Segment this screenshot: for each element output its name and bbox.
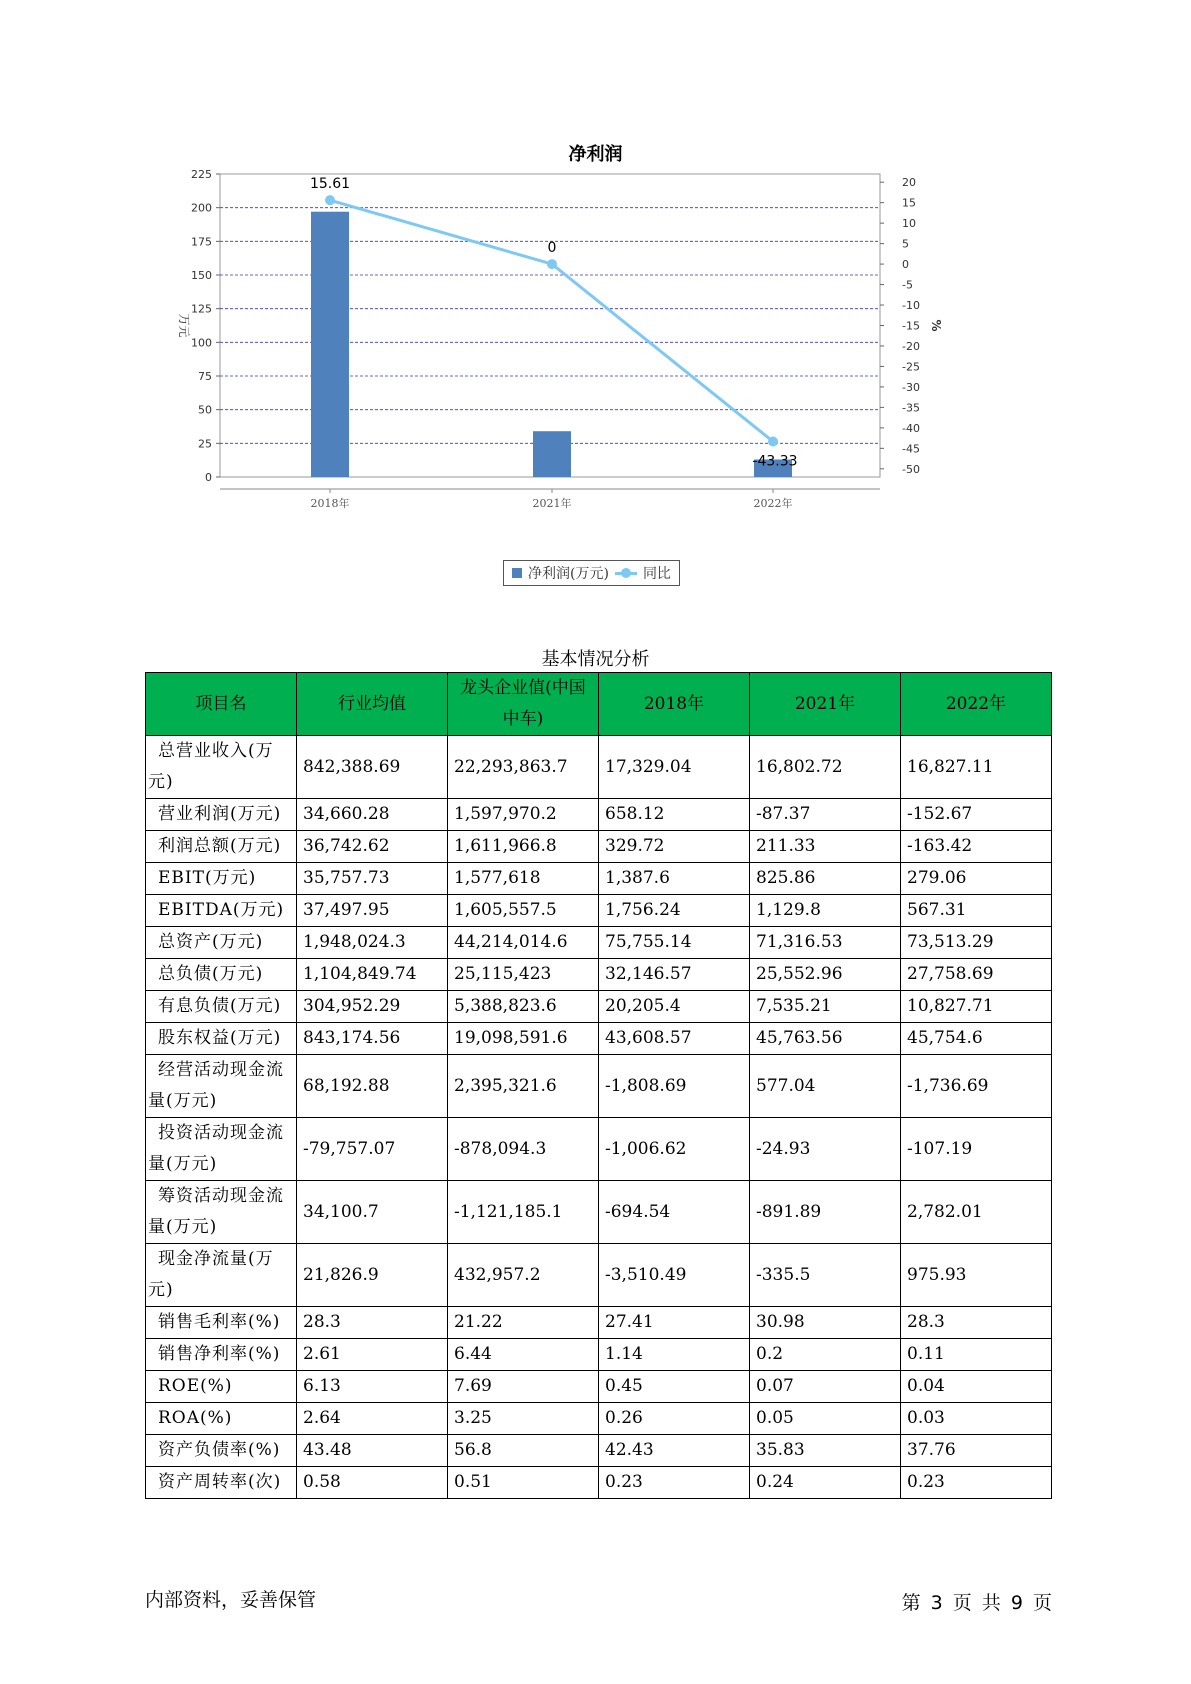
row-value-cell: 1,597,970.2 — [448, 799, 599, 831]
legend-bar-label: 净利润(万元) — [528, 566, 609, 582]
row-value-cell: -24.93 — [750, 1118, 901, 1181]
row-value-cell: -163.42 — [901, 831, 1052, 863]
row-value-cell: 0.05 — [750, 1403, 901, 1435]
row-item-name-text: 销售毛利率(%) — [158, 1312, 281, 1332]
y2-tick-label: -25 — [902, 360, 920, 374]
row-item-name-text: 营业利润(万元) — [158, 804, 282, 824]
row-value-cell: 30.98 — [750, 1307, 901, 1339]
row-value-cell: 1,948,024.3 — [297, 927, 448, 959]
y2-tick-label: -50 — [902, 462, 920, 476]
row-item-name — [146, 1307, 297, 1339]
table-row — [146, 1307, 1052, 1339]
basic-analysis-table — [145, 672, 1052, 1499]
table-row — [146, 959, 1052, 991]
row-value-cell: 0.23 — [901, 1467, 1052, 1499]
header-item-name: 项目名 — [146, 673, 297, 736]
row-value-cell: 658.12 — [599, 799, 750, 831]
row-value-cell: -152.67 — [901, 799, 1052, 831]
y2-tick-label: -10 — [902, 299, 920, 313]
row-value-cell: 35.83 — [750, 1435, 901, 1467]
y2-tick-label: -45 — [902, 442, 920, 456]
row-item-name-text: EBIT(万元) — [158, 868, 257, 888]
table-row — [146, 1403, 1052, 1435]
row-value-cell: 22,293,863.7 — [448, 736, 599, 799]
data-label: 15.61 — [309, 176, 351, 193]
data-label: 0 — [547, 240, 557, 257]
row-value-cell: 1,605,557.5 — [448, 895, 599, 927]
row-value-cell: 211.33 — [750, 831, 901, 863]
row-item-name-text: ROE(%) — [158, 1376, 233, 1396]
x-tick-label: 2022年 — [753, 497, 793, 510]
row-value-cell: 843,174.56 — [297, 1023, 448, 1055]
row-value-cell: 27,758.69 — [901, 959, 1052, 991]
row-value-cell: 37.76 — [901, 1435, 1052, 1467]
row-item-name — [146, 863, 297, 895]
table-row — [146, 895, 1052, 927]
row-value-cell: 35,757.73 — [297, 863, 448, 895]
data-label: -43.33 — [752, 453, 798, 470]
yoy-point-2022年 — [768, 436, 778, 446]
row-value-cell: 45,754.6 — [901, 1023, 1052, 1055]
header-2018: 2018年 — [599, 673, 750, 736]
table-row — [146, 1055, 1052, 1118]
row-item-name-text: 资产负债率(%) — [158, 1440, 281, 1460]
table-row — [146, 831, 1052, 863]
y2-tick-label: 15 — [902, 196, 916, 210]
row-value-cell: 6.44 — [448, 1339, 599, 1371]
y2-tick-label: 0 — [902, 258, 909, 272]
legend-line-swatch — [615, 568, 637, 578]
row-item-name — [146, 1435, 297, 1467]
row-value-cell: 34,660.28 — [297, 799, 448, 831]
row-value-cell: 1,577,618 — [448, 863, 599, 895]
row-value-cell: 0.23 — [599, 1467, 750, 1499]
row-value-cell: -1,736.69 — [901, 1055, 1052, 1118]
row-value-cell: 5,388,823.6 — [448, 991, 599, 1023]
row-value-cell: 28.3 — [297, 1307, 448, 1339]
row-value-cell: 36,742.62 — [297, 831, 448, 863]
yoy-point-2018年 — [325, 195, 335, 205]
row-item-name — [146, 799, 297, 831]
row-value-cell: 2,395,321.6 — [448, 1055, 599, 1118]
y2-tick-label: -40 — [902, 421, 920, 435]
row-value-cell: 20,205.4 — [599, 991, 750, 1023]
row-value-cell: 32,146.57 — [599, 959, 750, 991]
row-value-cell: 44,214,014.6 — [448, 927, 599, 959]
row-value-cell: -878,094.3 — [448, 1118, 599, 1181]
y-tick-label: 225 — [191, 170, 212, 181]
row-value-cell: 304,952.29 — [297, 991, 448, 1023]
table-header-row — [146, 673, 1052, 736]
row-value-cell: 37,497.95 — [297, 895, 448, 927]
row-value-cell: 28.3 — [901, 1307, 1052, 1339]
yoy-point-2021年 — [547, 259, 557, 269]
y2-tick-label: -35 — [902, 401, 920, 415]
row-value-cell: 1,756.24 — [599, 895, 750, 927]
table-row — [146, 1023, 1052, 1055]
x-tick-label: 2018年 — [310, 497, 350, 510]
net-profit-chart — [170, 170, 990, 530]
table-row — [146, 799, 1052, 831]
row-value-cell: 0.58 — [297, 1467, 448, 1499]
y2-tick-label: -15 — [902, 319, 920, 333]
y-tick-label: 75 — [198, 370, 212, 383]
row-value-cell: 432,957.2 — [448, 1244, 599, 1307]
table-row — [146, 863, 1052, 895]
row-value-cell: 975.93 — [901, 1244, 1052, 1307]
table-row — [146, 927, 1052, 959]
row-value-cell: 17,329.04 — [599, 736, 750, 799]
row-value-cell: 0.2 — [750, 1339, 901, 1371]
row-item-name — [146, 1467, 297, 1499]
row-value-cell: -1,121,185.1 — [448, 1181, 599, 1244]
row-item-name-text: 利润总额(万元) — [158, 836, 282, 856]
table-row — [146, 1339, 1052, 1371]
row-value-cell: 56.8 — [448, 1435, 599, 1467]
y-tick-label: 25 — [198, 437, 212, 451]
table-row — [146, 736, 1052, 799]
row-item-name — [146, 1181, 297, 1244]
row-value-cell: -107.19 — [901, 1118, 1052, 1181]
row-item-name — [146, 1055, 297, 1118]
row-value-cell: 1.14 — [599, 1339, 750, 1371]
bar-2021年 — [533, 431, 571, 477]
row-value-cell: 10,827.71 — [901, 991, 1052, 1023]
row-item-name-text: 现金净流量(万元) — [148, 1249, 274, 1300]
row-value-cell: 0.03 — [901, 1403, 1052, 1435]
footer-confidential: 内部资料，妥善保管 — [145, 1589, 317, 1611]
row-item-name — [146, 895, 297, 927]
row-value-cell: 1,387.6 — [599, 863, 750, 895]
row-item-name — [146, 1403, 297, 1435]
row-item-name-text: 销售净利率(%) — [158, 1344, 281, 1364]
legend-bar-swatch — [512, 568, 522, 578]
y2-tick-label: 10 — [902, 217, 916, 231]
row-value-cell: 7,535.21 — [750, 991, 901, 1023]
row-item-name-text: 总资产(万元) — [158, 932, 264, 952]
row-item-name-text: EBITDA(万元) — [158, 900, 285, 920]
row-value-cell: 71,316.53 — [750, 927, 901, 959]
row-value-cell: 25,552.96 — [750, 959, 901, 991]
row-item-name — [146, 1118, 297, 1181]
row-value-cell: 73,513.29 — [901, 927, 1052, 959]
row-value-cell: -891.89 — [750, 1181, 901, 1244]
row-item-name — [146, 1371, 297, 1403]
y2-tick-label: 20 — [902, 176, 916, 190]
row-value-cell: 279.06 — [901, 863, 1052, 895]
row-value-cell: 19,098,591.6 — [448, 1023, 599, 1055]
y2-tick-label: 5 — [902, 237, 909, 251]
y2-tick-label: -30 — [902, 380, 920, 394]
header-2021: 2021年 — [750, 673, 901, 736]
row-value-cell: 34,100.7 — [297, 1181, 448, 1244]
row-item-name — [146, 1244, 297, 1307]
row-value-cell: 0.11 — [901, 1339, 1052, 1371]
row-item-name-text: 股东权益(万元) — [158, 1028, 282, 1048]
row-value-cell: 0.24 — [750, 1467, 901, 1499]
row-value-cell: 42.43 — [599, 1435, 750, 1467]
row-value-cell: -694.54 — [599, 1181, 750, 1244]
header-leader-value: 龙头企业值(中国中车) — [448, 673, 599, 736]
header-industry-avg: 行业均值 — [297, 673, 448, 736]
row-value-cell: 0.51 — [448, 1467, 599, 1499]
row-value-cell: 0.45 — [599, 1371, 750, 1403]
row-item-name-text: 投资活动现金流量(万元) — [148, 1123, 284, 1174]
table-title: 基本情况分析 — [541, 649, 650, 670]
y-tick-label: 125 — [191, 302, 212, 316]
row-value-cell: 27.41 — [599, 1307, 750, 1339]
row-value-cell: 0.07 — [750, 1371, 901, 1403]
row-value-cell: 43.48 — [297, 1435, 448, 1467]
y-tick-label: 150 — [191, 269, 212, 282]
row-value-cell: 842,388.69 — [297, 736, 448, 799]
chart-title: 净利润 — [568, 144, 623, 165]
y2-tick-label: -5 — [902, 278, 913, 292]
row-value-cell: 45,763.56 — [750, 1023, 901, 1055]
row-value-cell: 7.69 — [448, 1371, 599, 1403]
row-value-cell: 1,104,849.74 — [297, 959, 448, 991]
row-item-name-text: 有息负债(万元) — [158, 996, 282, 1016]
row-item-name-text: 经营活动现金流量(万元) — [148, 1060, 284, 1111]
row-value-cell: 2.61 — [297, 1339, 448, 1371]
footer-page-number: 第 3 页 共 9 页 — [901, 1592, 1052, 1614]
y2-axis-label: % — [929, 319, 943, 332]
y-axis-label: 万元 — [177, 313, 191, 338]
chart-legend — [503, 560, 680, 586]
bar-2018年 — [311, 212, 349, 477]
row-item-name-text: 资产周转率(次) — [158, 1472, 282, 1492]
row-value-cell: 567.31 — [901, 895, 1052, 927]
row-value-cell: -1,006.62 — [599, 1118, 750, 1181]
row-item-name-text: 总负债(万元) — [158, 964, 264, 984]
row-value-cell: 43,608.57 — [599, 1023, 750, 1055]
table-row — [146, 991, 1052, 1023]
row-item-name — [146, 736, 297, 799]
row-value-cell: 16,827.11 — [901, 736, 1052, 799]
row-item-name — [146, 1023, 297, 1055]
row-value-cell: 2.64 — [297, 1403, 448, 1435]
y2-tick-label: -20 — [902, 339, 920, 353]
table-body — [146, 736, 1052, 1499]
row-value-cell: -335.5 — [750, 1244, 901, 1307]
row-value-cell: 21,826.9 — [297, 1244, 448, 1307]
row-value-cell: 1,129.8 — [750, 895, 901, 927]
row-value-cell: 1,611,966.8 — [448, 831, 599, 863]
row-value-cell: 577.04 — [750, 1055, 901, 1118]
row-value-cell: -1,808.69 — [599, 1055, 750, 1118]
row-item-name — [146, 959, 297, 991]
row-value-cell: 21.22 — [448, 1307, 599, 1339]
row-item-name-text: ROA(%) — [158, 1408, 233, 1428]
row-value-cell: 68,192.88 — [297, 1055, 448, 1118]
row-value-cell: -3,510.49 — [599, 1244, 750, 1307]
legend-line-label: 同比 — [642, 566, 671, 582]
row-item-name — [146, 831, 297, 863]
y-tick-label: 200 — [191, 201, 212, 215]
row-value-cell: 825.86 — [750, 863, 901, 895]
row-item-name-text: 总营业收入(万元) — [148, 741, 274, 792]
row-value-cell: 16,802.72 — [750, 736, 901, 799]
table-row — [146, 1467, 1052, 1499]
row-item-name — [146, 927, 297, 959]
header-2022: 2022年 — [901, 673, 1052, 736]
y-tick-label: 0 — [205, 471, 212, 484]
row-item-name — [146, 1339, 297, 1371]
table-row — [146, 1244, 1052, 1307]
row-value-cell: 2,782.01 — [901, 1181, 1052, 1244]
x-tick-label: 2021年 — [532, 497, 572, 510]
row-value-cell: 0.04 — [901, 1371, 1052, 1403]
row-value-cell: 3.25 — [448, 1403, 599, 1435]
row-value-cell: 329.72 — [599, 831, 750, 863]
row-value-cell: 6.13 — [297, 1371, 448, 1403]
table-row — [146, 1371, 1052, 1403]
row-value-cell: -87.37 — [750, 799, 901, 831]
table-row — [146, 1118, 1052, 1181]
y-tick-label: 100 — [191, 336, 212, 350]
y-tick-label: 50 — [198, 403, 212, 417]
row-value-cell: -79,757.07 — [297, 1118, 448, 1181]
row-item-name — [146, 991, 297, 1023]
row-value-cell: 75,755.14 — [599, 927, 750, 959]
y-tick-label: 175 — [191, 235, 212, 249]
row-item-name-text: 筹资活动现金流量(万元) — [148, 1186, 284, 1237]
table-row — [146, 1435, 1052, 1467]
row-value-cell: 0.26 — [599, 1403, 750, 1435]
row-value-cell: 25,115,423 — [448, 959, 599, 991]
table-row — [146, 1181, 1052, 1244]
